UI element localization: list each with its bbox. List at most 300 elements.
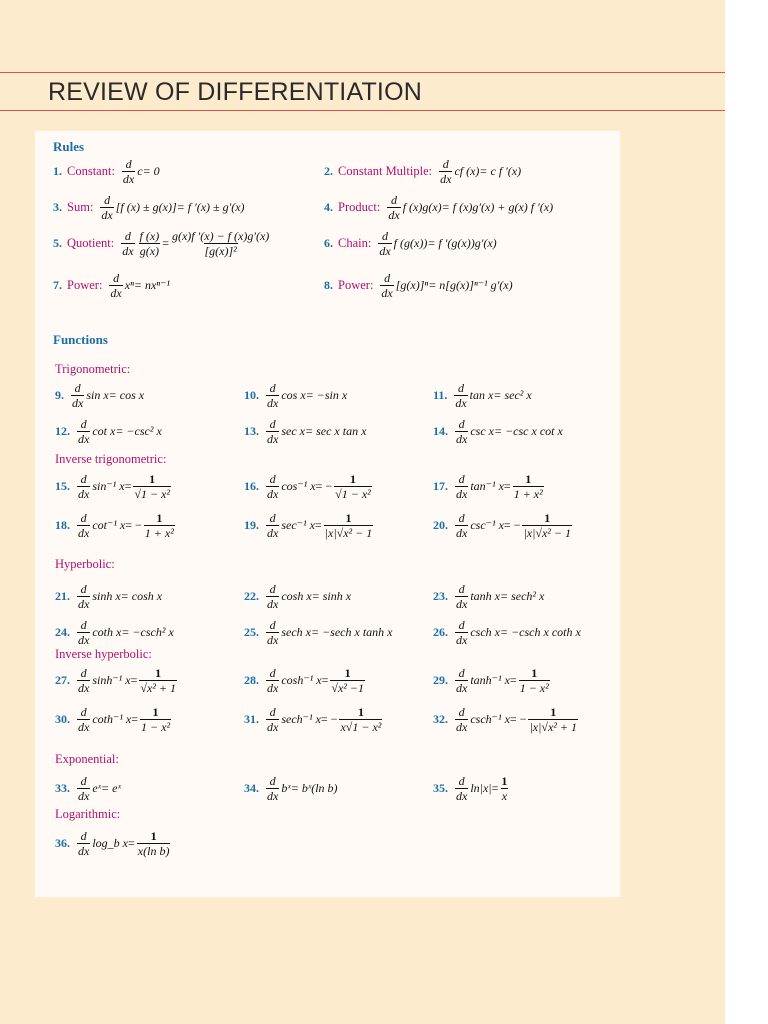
- function-number: 34.: [244, 781, 259, 795]
- function-row: [244, 706, 384, 733]
- rule-number: 1.: [53, 164, 62, 178]
- function-result-fraction: [139, 667, 177, 694]
- derivative-fraction: [77, 512, 90, 539]
- derivative-fraction: [266, 667, 279, 694]
- rule-label: Power:: [338, 278, 374, 292]
- derivative-denominator: dx: [456, 597, 468, 611]
- function-expression: tanh⁻¹ x: [470, 673, 510, 687]
- top-divider: [0, 72, 725, 73]
- function-expression: csc x: [470, 424, 494, 438]
- derivative-fraction: [71, 382, 84, 409]
- function-result-fraction: [513, 473, 544, 500]
- function-row: [244, 512, 375, 539]
- derivative-denominator: dx: [388, 208, 400, 222]
- function-expression: sin x: [86, 388, 109, 402]
- derivative-denominator: dx: [267, 396, 279, 410]
- function-result-fraction: [522, 512, 572, 539]
- derivative-numerator: d: [74, 381, 81, 395]
- function-expression: sin⁻¹ x: [92, 479, 125, 493]
- function-number: 27.: [55, 673, 70, 687]
- function-expression: cot x: [92, 424, 116, 438]
- equals-sign: = −: [509, 712, 527, 726]
- function-result-denominator: √x² −1: [331, 681, 364, 695]
- function-row: [55, 418, 162, 445]
- rule-label: Chain:: [338, 236, 372, 250]
- rule-result: = c f ′(x): [479, 164, 522, 178]
- derivative-numerator: d: [80, 511, 87, 525]
- derivative-denominator: dx: [267, 633, 279, 647]
- derivative-numerator: d: [104, 193, 111, 207]
- derivative-denominator: dx: [78, 844, 90, 858]
- function-expression: log_b x: [92, 836, 128, 850]
- derivative-fraction: [122, 158, 135, 185]
- derivative-denominator: dx: [379, 244, 391, 258]
- function-number: 32.: [433, 712, 448, 726]
- function-result-denominator: x√1 − x²: [340, 720, 382, 734]
- function-result-fraction: [133, 473, 171, 500]
- derivative-denominator: dx: [456, 526, 468, 540]
- function-number: 33.: [55, 781, 70, 795]
- function-row: [55, 775, 121, 802]
- function-number: 22.: [244, 589, 259, 603]
- derivative-fraction: [266, 583, 279, 610]
- derivative-numerator: d: [80, 774, 87, 788]
- equals-sign: =: [491, 781, 499, 795]
- function-number: 19.: [244, 518, 259, 532]
- rule-result: = 0: [142, 164, 160, 178]
- function-result: = sec x tan x: [304, 424, 367, 438]
- derivative-denominator: dx: [110, 286, 122, 300]
- function-expression: bˣ: [281, 781, 291, 795]
- rule-label: Constant:: [67, 164, 115, 178]
- function-result-fraction: [528, 706, 578, 733]
- rule-function: cf (x): [454, 164, 480, 178]
- function-result: = −sech x tanh x: [310, 625, 393, 639]
- function-result-denominator: 1 − x²: [519, 681, 549, 695]
- rule-row: [324, 158, 521, 185]
- derivative-numerator: d: [269, 511, 276, 525]
- rule-row: [324, 230, 497, 257]
- rule-function: [g(x)]ⁿ: [395, 278, 429, 292]
- derivative-denominator: dx: [455, 396, 467, 410]
- category-inverse-hyperbolic: Inverse hyperbolic:: [55, 647, 152, 661]
- function-result-numerator: 1: [349, 472, 356, 486]
- derivative-numerator: d: [458, 381, 464, 395]
- derivative-denominator: dx: [267, 526, 279, 540]
- function-row: [55, 830, 172, 857]
- category-logarithmic: Logarithmic:: [55, 807, 121, 821]
- function-result-fraction: [500, 775, 508, 802]
- function-result-denominator: |x|√x² − 1: [523, 526, 571, 540]
- function-number: 30.: [55, 712, 70, 726]
- rule-function-fraction: [139, 230, 161, 257]
- function-expression: csch⁻¹ x: [470, 712, 510, 726]
- function-result-fraction: [339, 706, 382, 733]
- function-result-numerator: 1: [155, 666, 162, 680]
- rule-row: [53, 194, 245, 221]
- function-row: [55, 473, 173, 500]
- derivative-numerator: d: [269, 774, 276, 788]
- function-number: 14.: [433, 424, 448, 438]
- function-expression: coth⁻¹ x: [92, 712, 132, 726]
- derivative-denominator: dx: [78, 633, 90, 647]
- derivative-fraction: [455, 473, 468, 500]
- function-result-fraction: [519, 667, 550, 694]
- derivative-denominator: dx: [78, 681, 90, 695]
- derivative-fraction: [439, 158, 452, 185]
- derivative-fraction: [109, 272, 122, 299]
- category-exponential: Exponential:: [55, 752, 119, 766]
- derivative-fraction: [266, 619, 279, 646]
- page-title: REVIEW OF DIFFERENTIATION: [48, 78, 422, 106]
- equals-sign: =: [162, 236, 169, 250]
- rule-row: [53, 158, 160, 185]
- derivative-numerator: d: [458, 618, 465, 632]
- function-expression: sinh x: [92, 589, 121, 603]
- derivative-numerator: d: [442, 157, 449, 171]
- derivative-denominator: dx: [267, 681, 279, 695]
- equals-sign: =: [321, 673, 329, 687]
- function-number: 23.: [433, 589, 448, 603]
- function-row: [244, 775, 338, 802]
- derivative-denominator: dx: [267, 432, 279, 446]
- derivative-denominator: dx: [78, 526, 90, 540]
- derivative-fraction: [455, 667, 468, 694]
- rule-function-denominator: g(x): [139, 244, 160, 258]
- function-result-denominator: 1 + x²: [144, 526, 174, 540]
- rule-result: = f (x)g′(x) + g(x) f ′(x): [441, 200, 554, 214]
- derivative-denominator: dx: [101, 208, 113, 222]
- function-number: 11.: [433, 388, 448, 402]
- rule-label: Quotient:: [67, 236, 115, 250]
- rule-result-denominator: [g(x)]²: [204, 244, 237, 258]
- function-result-denominator: x: [501, 789, 508, 803]
- derivative-fraction: [266, 473, 279, 500]
- bottom-divider: [0, 110, 725, 111]
- equals-sign: = −: [320, 712, 338, 726]
- derivative-fraction: [266, 382, 279, 409]
- rule-row: [324, 194, 553, 221]
- derivative-numerator: d: [458, 417, 465, 431]
- derivative-denominator: dx: [381, 286, 393, 300]
- function-row: [244, 583, 351, 610]
- derivative-fraction: [454, 382, 467, 409]
- function-expression: sec x: [281, 424, 305, 438]
- rule-number: 4.: [324, 200, 333, 214]
- function-result: = sinh x: [311, 589, 352, 603]
- function-row: [55, 619, 174, 646]
- function-result-numerator: 1: [156, 511, 163, 525]
- derivative-numerator: d: [80, 829, 87, 843]
- equals-sign: =: [503, 479, 511, 493]
- function-result: = bˣ(ln b): [290, 781, 338, 795]
- function-expression: sech x: [281, 625, 311, 639]
- rule-label: Product:: [338, 200, 381, 214]
- function-result-denominator: 1 − x²: [141, 720, 171, 734]
- derivative-denominator: dx: [72, 396, 84, 410]
- derivative-fraction: [380, 272, 393, 299]
- function-expression: coth x: [92, 625, 122, 639]
- derivative-fraction: [455, 583, 468, 610]
- function-number: 18.: [55, 518, 70, 532]
- derivative-numerator: d: [269, 666, 276, 680]
- derivative-fraction: [77, 619, 90, 646]
- functions-heading: Functions: [53, 332, 108, 347]
- derivative-denominator: dx: [122, 244, 134, 258]
- function-result-numerator: 1: [357, 705, 364, 719]
- function-row: [55, 512, 177, 539]
- function-row: [244, 619, 393, 646]
- rule-result: = f ′(g(x))g′(x): [427, 236, 497, 250]
- rule-row: [53, 272, 170, 299]
- equals-sign: =: [128, 836, 135, 850]
- rule-function: [f (x) ± g(x)]: [115, 200, 177, 214]
- derivative-fraction: [77, 830, 90, 857]
- function-result-fraction: [137, 830, 171, 857]
- equals-sign: =: [131, 712, 139, 726]
- function-number: 13.: [244, 424, 259, 438]
- rule-result-fraction: [171, 230, 270, 257]
- derivative-numerator: d: [269, 417, 276, 431]
- derivative-fraction: [77, 473, 90, 500]
- function-result: = −csc x cot x: [493, 424, 563, 438]
- derivative-denominator: dx: [122, 172, 135, 186]
- derivative-denominator: dx: [78, 432, 90, 446]
- function-expression: cos x: [281, 388, 306, 402]
- function-result: = cos x: [108, 388, 145, 402]
- function-row: [55, 583, 162, 610]
- function-result-fraction: [144, 512, 175, 539]
- derivative-numerator: d: [382, 229, 388, 243]
- function-number: 28.: [244, 673, 259, 687]
- function-number: 12.: [55, 424, 70, 438]
- function-result-fraction: [324, 512, 374, 539]
- function-result: = sec² x: [493, 388, 532, 402]
- derivative-numerator: d: [458, 774, 465, 788]
- derivative-numerator: d: [458, 705, 465, 719]
- derivative-fraction: [455, 706, 468, 733]
- function-result-denominator: √1 − x²: [335, 487, 371, 501]
- derivative-numerator: d: [458, 511, 465, 525]
- derivative-denominator: dx: [456, 487, 468, 501]
- equals-sign: =: [130, 673, 138, 687]
- function-result-numerator: 1: [501, 774, 508, 788]
- function-result-denominator: √1 − x²: [134, 487, 170, 501]
- function-result-numerator: 1: [531, 666, 538, 680]
- function-expression: ln|x|: [470, 781, 492, 795]
- function-expression: tan⁻¹ x: [470, 479, 504, 493]
- function-number: 9.: [55, 388, 64, 402]
- rule-result-numerator: g(x)f ′(x) − f (x)g′(x): [171, 229, 270, 243]
- derivative-numerator: d: [80, 705, 87, 719]
- function-expression: sech⁻¹ x: [281, 712, 321, 726]
- rules-heading: Rules: [53, 139, 85, 154]
- rule-number: 3.: [53, 200, 62, 214]
- function-result: = sech² x: [500, 589, 545, 603]
- function-expression: tan x: [469, 388, 494, 402]
- function-row: [244, 473, 374, 500]
- function-row: [55, 667, 179, 694]
- function-expression: cosh⁻¹ x: [281, 673, 322, 687]
- derivative-fraction: [100, 194, 113, 221]
- function-row: [55, 382, 144, 409]
- function-result-denominator: x(ln b): [137, 844, 170, 858]
- derivative-denominator: dx: [440, 172, 452, 186]
- function-expression: csc⁻¹ x: [470, 518, 504, 532]
- rule-row: [53, 230, 272, 257]
- derivative-fraction: [77, 775, 90, 802]
- function-expression: eˣ: [92, 781, 102, 795]
- derivative-numerator: d: [391, 193, 398, 207]
- function-result-numerator: 1: [544, 511, 551, 525]
- derivative-numerator: d: [269, 618, 276, 632]
- derivative-fraction: [266, 512, 279, 539]
- rule-label: Sum:: [67, 200, 94, 214]
- function-result: = −csch² x: [121, 625, 174, 639]
- function-number: 29.: [433, 673, 448, 687]
- function-row: [433, 382, 532, 409]
- derivative-denominator: dx: [456, 789, 468, 803]
- function-result-numerator: 1: [550, 705, 557, 719]
- function-result-numerator: 1: [149, 472, 156, 486]
- derivative-numerator: d: [80, 417, 87, 431]
- derivative-fraction: [266, 775, 279, 802]
- function-expression: sinh⁻¹ x: [92, 673, 131, 687]
- derivative-denominator: dx: [78, 720, 90, 734]
- derivative-numerator: d: [384, 271, 391, 285]
- function-number: 20.: [433, 518, 448, 532]
- rule-label: Constant Multiple:: [338, 164, 433, 178]
- derivative-fraction: [77, 583, 90, 610]
- function-row: [433, 473, 546, 500]
- derivative-numerator: d: [269, 472, 276, 486]
- derivative-numerator: d: [80, 618, 87, 632]
- equals-sign: =: [124, 479, 132, 493]
- rule-number: 6.: [324, 236, 333, 250]
- derivative-fraction: [455, 418, 468, 445]
- rule-function: xⁿ: [124, 278, 134, 292]
- derivative-fraction: [77, 706, 90, 733]
- function-number: 26.: [433, 625, 448, 639]
- function-result-numerator: 1: [150, 829, 157, 843]
- derivative-numerator: d: [269, 705, 276, 719]
- derivative-numerator: d: [458, 582, 465, 596]
- category-inverse-trigonometric: Inverse trigonometric:: [55, 452, 167, 466]
- function-row: [433, 512, 574, 539]
- derivative-numerator: d: [269, 381, 276, 395]
- derivative-denominator: dx: [267, 720, 279, 734]
- derivative-denominator: dx: [78, 487, 90, 501]
- function-number: 35.: [433, 781, 448, 795]
- function-number: 15.: [55, 479, 70, 493]
- function-number: 24.: [55, 625, 70, 639]
- derivative-fraction: [266, 706, 279, 733]
- function-result-denominator: 1 + x²: [513, 487, 543, 501]
- function-result: = −sin x: [305, 388, 348, 402]
- rule-number: 7.: [53, 278, 62, 292]
- category-trigonometric: Trigonometric:: [55, 362, 131, 376]
- category-hyperbolic: Hyperbolic:: [55, 557, 115, 571]
- function-result-numerator: 1: [345, 511, 352, 525]
- function-result-denominator: √x² + 1: [140, 681, 176, 695]
- function-row: [244, 382, 347, 409]
- function-result-denominator: |x|√x² + 1: [529, 720, 577, 734]
- function-row: [433, 775, 510, 802]
- function-result-fraction: [140, 706, 171, 733]
- derivative-numerator: d: [80, 582, 87, 596]
- derivative-fraction: [77, 667, 90, 694]
- derivative-denominator: dx: [267, 487, 279, 501]
- function-expression: cos⁻¹ x: [281, 479, 316, 493]
- function-expression: csch x: [470, 625, 500, 639]
- function-result-numerator: 1: [344, 666, 351, 680]
- derivative-denominator: dx: [267, 597, 279, 611]
- derivative-numerator: d: [80, 666, 87, 680]
- derivative-numerator: d: [458, 472, 465, 486]
- rule-row: [324, 272, 513, 299]
- function-row: [433, 418, 563, 445]
- function-result: = cosh x: [120, 589, 163, 603]
- rule-number: 2.: [324, 164, 333, 178]
- function-number: 21.: [55, 589, 70, 603]
- derivative-denominator: dx: [456, 432, 468, 446]
- function-result: = −csc² x: [115, 424, 162, 438]
- function-number: 31.: [244, 712, 259, 726]
- function-row: [433, 706, 580, 733]
- function-row: [433, 667, 552, 694]
- function-result-numerator: 1: [525, 472, 532, 486]
- function-result-fraction: [334, 473, 372, 500]
- function-number: 17.: [433, 479, 448, 493]
- derivative-fraction: [455, 619, 468, 646]
- rule-function-numerator: f (x): [139, 229, 160, 243]
- derivative-numerator: d: [80, 472, 87, 486]
- function-number: 36.: [55, 836, 70, 850]
- derivative-denominator: dx: [78, 789, 90, 803]
- function-row: [433, 619, 581, 646]
- rule-function: f (g(x)): [393, 236, 428, 250]
- function-row: [244, 667, 367, 694]
- rule-result: = nxⁿ⁻¹: [133, 278, 170, 292]
- derivative-numerator: d: [125, 157, 132, 171]
- derivative-denominator: dx: [456, 633, 468, 647]
- function-result: = −csch x coth x: [499, 625, 581, 639]
- function-result: = eˣ: [101, 781, 121, 795]
- function-row: [55, 706, 173, 733]
- rule-number: 8.: [324, 278, 333, 292]
- equals-sign: = −: [315, 479, 333, 493]
- rule-result: = n[g(x)]ⁿ⁻¹ g′(x): [428, 278, 513, 292]
- function-number: 25.: [244, 625, 259, 639]
- derivative-numerator: d: [458, 666, 465, 680]
- derivative-fraction: [455, 775, 468, 802]
- rule-label: Power:: [67, 278, 103, 292]
- rule-function: f (x)g(x): [402, 200, 442, 214]
- function-expression: tanh x: [470, 589, 500, 603]
- derivative-fraction: [77, 418, 90, 445]
- rule-function: c: [137, 164, 143, 178]
- derivative-fraction: [266, 418, 279, 445]
- derivative-fraction: [121, 230, 134, 257]
- derivative-denominator: dx: [78, 597, 90, 611]
- derivative-numerator: d: [124, 229, 131, 243]
- derivative-denominator: dx: [456, 720, 468, 734]
- rule-result: = f ′(x) ± g′(x): [176, 200, 245, 214]
- derivative-numerator: d: [269, 582, 276, 596]
- function-expression: sec⁻¹ x: [281, 518, 315, 532]
- derivative-fraction: [455, 512, 468, 539]
- function-result-fraction: [330, 667, 365, 694]
